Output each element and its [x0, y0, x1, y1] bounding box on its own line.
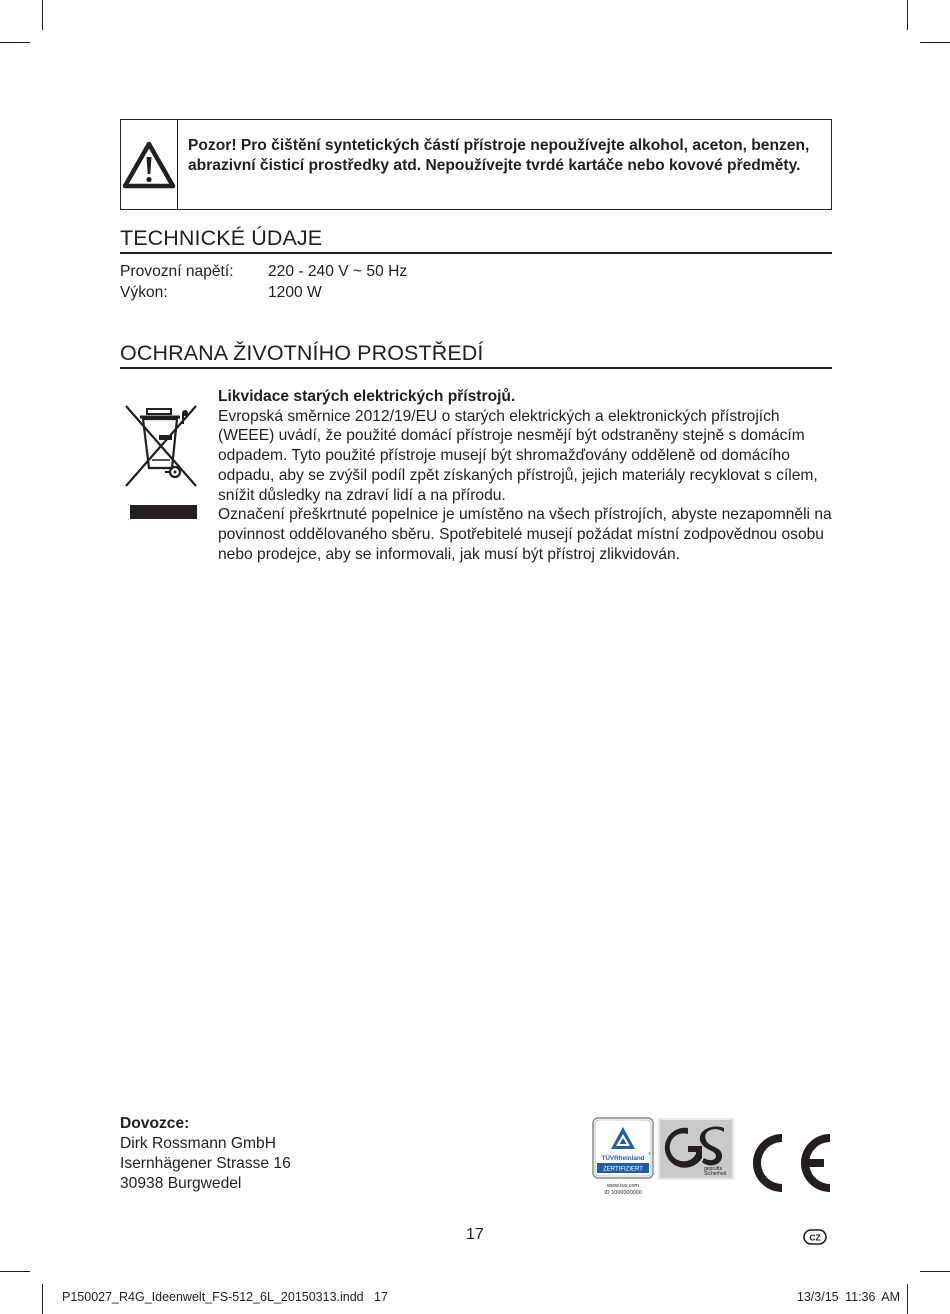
tuv-url: www.tuv.com: [607, 1183, 639, 1189]
crop-mark: [907, 0, 908, 30]
environment-text: [218, 387, 838, 564]
gs-mark-logo: [658, 1118, 734, 1180]
tuv-id: ID 1000000000: [604, 1190, 642, 1196]
page-number: 17: [466, 1226, 484, 1243]
footer-timestamp: [797, 1290, 900, 1304]
environment-heading: Likvidace starých elektrických přístrojů.: [218, 388, 516, 405]
importer-address: [120, 1114, 291, 1194]
spec-value: 1200 W: [268, 284, 322, 301]
tuv-brand: TÜVRheinland: [601, 1155, 645, 1162]
crop-mark: [42, 1284, 43, 1314]
crop-mark: [0, 1271, 30, 1272]
warning-icon-cell: [121, 120, 178, 209]
footer-file-info: P150027_R4G_Ideenwelt_FS-512_6L_20150313.indd 17: [62, 1290, 388, 1304]
weee-bar: [130, 505, 197, 519]
crop-mark: [42, 0, 43, 30]
crossed-bin-icon: [122, 402, 202, 492]
technical-title: TECHNICKÉ ÚDAJE: [120, 226, 323, 250]
crop-mark: [920, 42, 950, 43]
spec-row: [120, 283, 322, 303]
footer-date: 13/3/15: [796, 1290, 839, 1304]
gs-text: geprüfte: [704, 1166, 723, 1172]
language-badge: [803, 1229, 827, 1245]
crop-mark: [0, 42, 30, 43]
spec-value: 220 - 240 V ~ 50 Hz: [268, 263, 408, 280]
gs-text: Sicherheit: [704, 1171, 727, 1177]
environment-title: OCHRANA ŽIVOTNÍHO PROSTŘEDÍ: [120, 341, 484, 365]
environment-paragraph: Označení přeškrtnuté popelnice je umístěno na všech přístrojích, abyste nezapomněli na povinnost oddělovaného sběru. Spotřebitelé musejí požádat místní zodpovědnou osobu nebo prodejce, aby se informovali, jak musí být přístroj zlikvidován.: [218, 506, 832, 563]
warning-triangle-icon: [121, 140, 177, 190]
language-code: CZ: [809, 1232, 821, 1243]
tuv-label: ZERTIFIZIERT: [603, 1166, 643, 1173]
importer-city: 30938 Burgwedel: [120, 1175, 242, 1192]
warning-text: Pozor! Pro čištění syntetických částí přístroje nepoužívejte alkohol, aceton, benzen, abrazivní čisticí prostředky atd. Nepoužívejte tvrdé kartáče nebo kovové předměty.: [188, 137, 810, 174]
footer-time: 11:36 AM: [845, 1290, 900, 1304]
crop-mark: [907, 1284, 908, 1314]
importer-name: Dirk Rossmann GmbH: [120, 1135, 276, 1152]
importer-title: Dovozce:: [120, 1115, 190, 1132]
tuv-registered: ®: [648, 1151, 651, 1156]
warning-box: [120, 119, 832, 210]
tuv-rheinland-logo: [592, 1117, 654, 1197]
spec-label: Výkon:: [120, 284, 168, 301]
environment-paragraph: Evropská směrnice 2012/19/EU o starých elektrických a elektronických přístrojích (WEEE) uvádí, že použité domácí přístroje nesmějí být odstraněny stejně s domácím odpadem. Tyto použité přístroje musejí být shromažďovány odděleně od domácího odpadu, aby se zvýšil podíl zpět získaných přístrojů, jejich materiály recyklovat s cílem, snížit důsledky na zdraví lidí a na přírodu.: [218, 407, 818, 504]
spec-label: Provozní napětí:: [120, 263, 234, 280]
importer-street: Isernhägener Strasse 16: [120, 1155, 291, 1172]
spec-row: [120, 262, 407, 282]
section-rule: [120, 252, 832, 254]
section-rule: [120, 367, 832, 369]
ce-mark-icon: [748, 1131, 832, 1195]
crop-mark: [920, 1271, 950, 1272]
